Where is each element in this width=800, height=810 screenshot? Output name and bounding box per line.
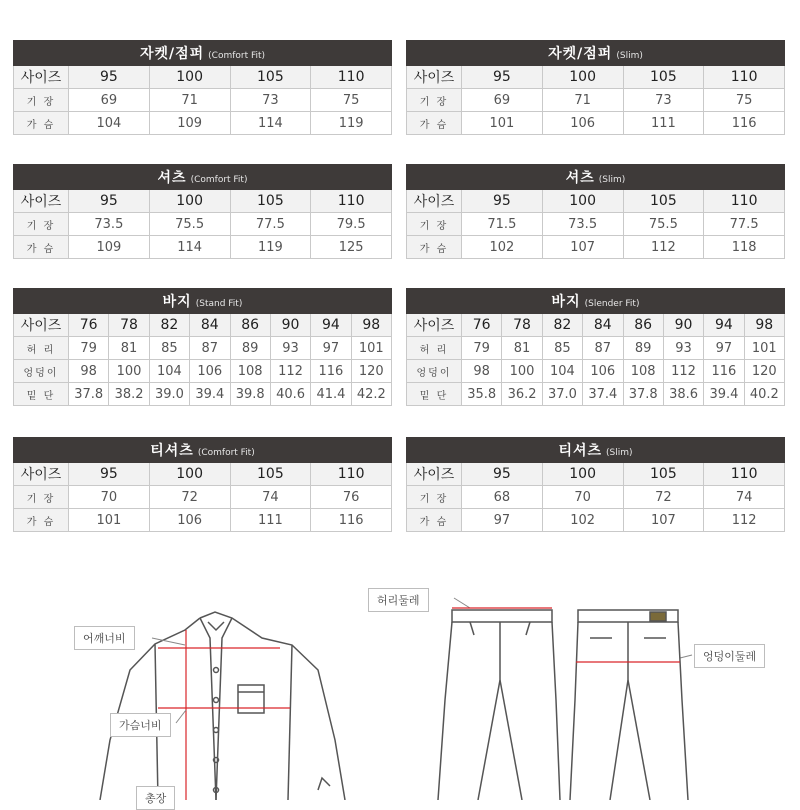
table-title-text: 자켓/점퍼 bbox=[548, 46, 613, 62]
table-row bbox=[14, 213, 392, 236]
table-cell: 100 bbox=[109, 360, 149, 383]
size-header-cell: 94 bbox=[704, 314, 744, 337]
table-cell: 101 bbox=[69, 509, 150, 532]
size-header-cell: 82 bbox=[149, 314, 189, 337]
table-title-text: 바지 bbox=[551, 294, 581, 310]
table-row bbox=[407, 360, 785, 383]
size-header-cell: 110 bbox=[704, 463, 785, 486]
shirt-measure-lines bbox=[158, 630, 290, 800]
size-header-cell: 98 bbox=[744, 314, 784, 337]
size-label: 사이즈 bbox=[14, 463, 69, 486]
table-cell: 116 bbox=[704, 360, 744, 383]
shirt-drawing bbox=[100, 612, 345, 800]
table-title-text: 티셔츠 bbox=[150, 443, 194, 459]
table-title-row bbox=[14, 289, 392, 314]
table-cell: 116 bbox=[311, 509, 392, 532]
table-cell: 108 bbox=[623, 360, 663, 383]
table-cell: 74 bbox=[704, 486, 785, 509]
table-cell: 108 bbox=[230, 360, 270, 383]
table-cell: 68 bbox=[462, 486, 543, 509]
table-cell: 93 bbox=[270, 337, 310, 360]
table-cell: 77.5 bbox=[230, 213, 311, 236]
table-cell: 104 bbox=[542, 360, 582, 383]
table-cell: 102 bbox=[542, 509, 623, 532]
size-header-cell: 84 bbox=[190, 314, 230, 337]
table-cell: 101 bbox=[744, 337, 784, 360]
label-leaders bbox=[152, 598, 692, 723]
table-cell: 118 bbox=[704, 236, 785, 259]
table-cell: 37.4 bbox=[583, 383, 623, 406]
table-cell: 39.0 bbox=[149, 383, 189, 406]
size-label: 사이즈 bbox=[14, 190, 69, 213]
size-table-jacket-slim bbox=[406, 40, 785, 135]
row-label: 허 리 bbox=[407, 337, 462, 360]
size-header-cell: 76 bbox=[462, 314, 502, 337]
size-header-row bbox=[14, 190, 392, 213]
size-header-row bbox=[14, 314, 392, 337]
table-title-row bbox=[14, 438, 392, 463]
size-header-row bbox=[14, 66, 392, 89]
table-cell: 114 bbox=[149, 236, 230, 259]
table-title bbox=[14, 289, 392, 314]
table-title-row bbox=[407, 289, 785, 314]
table-cell: 40.2 bbox=[744, 383, 784, 406]
table-cell: 40.6 bbox=[270, 383, 310, 406]
row-label: 밑 단 bbox=[407, 383, 462, 406]
label-hip-circumference: 엉덩이둘레 bbox=[694, 644, 765, 668]
table-row bbox=[407, 337, 785, 360]
size-table-tshirt-comfort bbox=[13, 437, 392, 532]
table-row bbox=[14, 337, 392, 360]
size-label: 사이즈 bbox=[14, 66, 69, 89]
table-row bbox=[407, 236, 785, 259]
table-cell: 85 bbox=[149, 337, 189, 360]
table-title bbox=[407, 289, 785, 314]
table-cell: 89 bbox=[230, 337, 270, 360]
row-label: 기 장 bbox=[407, 89, 462, 112]
size-table-pants-stand bbox=[13, 288, 392, 406]
size-header-cell: 95 bbox=[462, 190, 543, 213]
label-waist-circumference: 허리둘레 bbox=[368, 588, 429, 612]
size-table-jacket-comfort bbox=[13, 40, 392, 135]
table-cell: 98 bbox=[69, 360, 109, 383]
table-row bbox=[14, 360, 392, 383]
table-cell: 112 bbox=[704, 509, 785, 532]
table-title-text: 셔츠 bbox=[565, 170, 595, 186]
size-header-cell: 105 bbox=[623, 463, 704, 486]
label-chest-width: 가슴너비 bbox=[110, 713, 171, 737]
table-fit-text: (Slim) bbox=[616, 51, 643, 61]
table-row bbox=[407, 486, 785, 509]
size-header-cell: 86 bbox=[623, 314, 663, 337]
table-cell: 81 bbox=[109, 337, 149, 360]
size-header-cell: 82 bbox=[542, 314, 582, 337]
table-cell: 79 bbox=[462, 337, 502, 360]
table-title-text: 자켓/점퍼 bbox=[139, 46, 205, 62]
table-title bbox=[14, 41, 392, 66]
size-table-pants-slender bbox=[406, 288, 785, 406]
table-row bbox=[14, 236, 392, 259]
table-cell: 71 bbox=[542, 89, 623, 112]
table-cell: 112 bbox=[623, 236, 704, 259]
table-cell: 72 bbox=[149, 486, 230, 509]
row-label: 허 리 bbox=[14, 337, 69, 360]
size-table-shirt-comfort bbox=[13, 164, 392, 259]
table-cell: 76 bbox=[311, 486, 392, 509]
table-cell: 75.5 bbox=[149, 213, 230, 236]
table-cell: 104 bbox=[69, 112, 150, 135]
table-cell: 73.5 bbox=[69, 213, 150, 236]
size-header-cell: 110 bbox=[704, 190, 785, 213]
table-cell: 70 bbox=[542, 486, 623, 509]
table-cell: 125 bbox=[311, 236, 392, 259]
table-row bbox=[14, 112, 392, 135]
table-cell: 102 bbox=[462, 236, 543, 259]
table-cell: 75.5 bbox=[623, 213, 704, 236]
row-label: 가 슴 bbox=[14, 509, 69, 532]
size-label: 사이즈 bbox=[407, 66, 462, 89]
table-row bbox=[407, 112, 785, 135]
table-cell: 73 bbox=[623, 89, 704, 112]
table-cell: 116 bbox=[704, 112, 785, 135]
table-cell: 87 bbox=[583, 337, 623, 360]
table-cell: 120 bbox=[351, 360, 391, 383]
table-fit-text: (Slim) bbox=[598, 175, 626, 185]
table-title-row bbox=[14, 41, 392, 66]
table-cell: 104 bbox=[149, 360, 189, 383]
table-cell: 69 bbox=[69, 89, 150, 112]
table-cell: 37.8 bbox=[623, 383, 663, 406]
table-cell: 116 bbox=[311, 360, 351, 383]
table-cell: 39.4 bbox=[190, 383, 230, 406]
size-label: 사이즈 bbox=[14, 314, 69, 337]
table-title bbox=[14, 438, 392, 463]
table-cell: 111 bbox=[230, 509, 311, 532]
table-cell: 93 bbox=[663, 337, 703, 360]
size-header-row bbox=[407, 66, 785, 89]
table-cell: 73.5 bbox=[542, 213, 623, 236]
size-header-row bbox=[407, 314, 785, 337]
size-header-cell: 105 bbox=[230, 190, 311, 213]
table-title-row bbox=[407, 165, 785, 190]
size-table-tshirt-slim bbox=[406, 437, 785, 532]
table-cell: 38.6 bbox=[663, 383, 703, 406]
table-cell: 89 bbox=[623, 337, 663, 360]
row-label: 가 슴 bbox=[14, 236, 69, 259]
table-cell: 106 bbox=[542, 112, 623, 135]
table-cell: 41.4 bbox=[311, 383, 351, 406]
table-cell: 119 bbox=[230, 236, 311, 259]
table-title-text: 셔츠 bbox=[157, 170, 187, 186]
label-shoulder-width: 어깨너비 bbox=[74, 626, 135, 650]
row-label: 기 장 bbox=[14, 486, 69, 509]
size-header-cell: 105 bbox=[230, 66, 311, 89]
size-label: 사이즈 bbox=[407, 314, 462, 337]
table-cell: 71 bbox=[149, 89, 230, 112]
size-header-cell: 105 bbox=[230, 463, 311, 486]
table-title-row bbox=[407, 41, 785, 66]
size-header-cell: 78 bbox=[502, 314, 542, 337]
table-cell: 85 bbox=[542, 337, 582, 360]
table-fit-text: (Stand Fit) bbox=[195, 299, 243, 309]
size-header-cell: 86 bbox=[230, 314, 270, 337]
pants-front-drawing bbox=[438, 610, 560, 800]
row-label: 가 슴 bbox=[407, 112, 462, 135]
table-row bbox=[14, 383, 392, 406]
table-cell: 107 bbox=[623, 509, 704, 532]
table-cell: 106 bbox=[583, 360, 623, 383]
size-header-cell: 95 bbox=[462, 66, 543, 89]
size-header-cell: 90 bbox=[270, 314, 310, 337]
table-cell: 100 bbox=[502, 360, 542, 383]
table-fit-text: (Slim) bbox=[606, 448, 633, 458]
size-header-cell: 100 bbox=[542, 66, 623, 89]
row-label: 기 장 bbox=[407, 213, 462, 236]
table-cell: 79.5 bbox=[311, 213, 392, 236]
table-cell: 81 bbox=[502, 337, 542, 360]
table-cell: 79 bbox=[69, 337, 109, 360]
row-label: 기 장 bbox=[14, 89, 69, 112]
size-header-cell: 110 bbox=[704, 66, 785, 89]
row-label: 기 장 bbox=[14, 213, 69, 236]
table-cell: 75 bbox=[704, 89, 785, 112]
row-label: 가 슴 bbox=[14, 112, 69, 135]
table-row bbox=[14, 89, 392, 112]
size-label: 사이즈 bbox=[407, 190, 462, 213]
label-length: 총장 bbox=[136, 786, 175, 810]
table-title-text: 바지 bbox=[162, 294, 192, 310]
table-cell: 112 bbox=[270, 360, 310, 383]
table-row bbox=[407, 383, 785, 406]
size-label: 사이즈 bbox=[407, 463, 462, 486]
table-cell: 42.2 bbox=[351, 383, 391, 406]
table-cell: 39.4 bbox=[704, 383, 744, 406]
table-row bbox=[14, 486, 392, 509]
table-title-row bbox=[407, 438, 785, 463]
table-cell: 37.8 bbox=[69, 383, 109, 406]
size-header-cell: 100 bbox=[149, 190, 230, 213]
size-header-cell: 95 bbox=[69, 66, 150, 89]
table-cell: 97 bbox=[311, 337, 351, 360]
table-cell: 98 bbox=[462, 360, 502, 383]
table-fit-text: (Comfort Fit) bbox=[190, 175, 248, 185]
table-cell: 119 bbox=[311, 112, 392, 135]
size-header-cell: 84 bbox=[583, 314, 623, 337]
size-header-cell: 100 bbox=[542, 190, 623, 213]
table-title-text: 티셔츠 bbox=[558, 443, 603, 459]
size-header-cell: 98 bbox=[351, 314, 391, 337]
table-cell: 87 bbox=[190, 337, 230, 360]
table-cell: 69 bbox=[462, 89, 543, 112]
table-row bbox=[407, 89, 785, 112]
row-label: 기 장 bbox=[407, 486, 462, 509]
size-header-cell: 100 bbox=[149, 66, 230, 89]
size-header-cell: 95 bbox=[69, 463, 150, 486]
size-header-row bbox=[407, 190, 785, 213]
row-label: 가 슴 bbox=[407, 236, 462, 259]
table-fit-text: (Comfort Fit) bbox=[197, 448, 255, 458]
size-header-cell: 76 bbox=[69, 314, 109, 337]
table-cell: 101 bbox=[351, 337, 391, 360]
table-cell: 97 bbox=[462, 509, 543, 532]
table-row bbox=[407, 509, 785, 532]
row-label: 밑 단 bbox=[14, 383, 69, 406]
size-header-cell: 78 bbox=[109, 314, 149, 337]
table-row bbox=[14, 509, 392, 532]
size-header-cell: 105 bbox=[623, 190, 704, 213]
size-header-cell: 105 bbox=[623, 66, 704, 89]
pants-back-drawing bbox=[570, 610, 688, 800]
table-cell: 38.2 bbox=[109, 383, 149, 406]
size-header-cell: 110 bbox=[311, 463, 392, 486]
table-cell: 101 bbox=[462, 112, 543, 135]
row-label: 가 슴 bbox=[407, 509, 462, 532]
table-fit-text: (Comfort Fit) bbox=[208, 51, 266, 61]
size-header-cell: 110 bbox=[311, 66, 392, 89]
table-cell: 97 bbox=[704, 337, 744, 360]
table-cell: 109 bbox=[69, 236, 150, 259]
table-title bbox=[407, 438, 785, 463]
table-cell: 71.5 bbox=[462, 213, 543, 236]
size-header-cell: 95 bbox=[462, 463, 543, 486]
table-cell: 109 bbox=[149, 112, 230, 135]
table-cell: 114 bbox=[230, 112, 311, 135]
table-cell: 70 bbox=[69, 486, 150, 509]
row-label: 엉덩이 bbox=[407, 360, 462, 383]
size-header-cell: 95 bbox=[69, 190, 150, 213]
table-title bbox=[14, 165, 392, 190]
size-header-row bbox=[14, 463, 392, 486]
table-cell: 37.0 bbox=[542, 383, 582, 406]
table-cell: 106 bbox=[190, 360, 230, 383]
measurement-illustration bbox=[0, 560, 800, 805]
table-cell: 111 bbox=[623, 112, 704, 135]
table-cell: 120 bbox=[744, 360, 784, 383]
table-cell: 75 bbox=[311, 89, 392, 112]
table-title bbox=[407, 165, 785, 190]
table-cell: 39.8 bbox=[230, 383, 270, 406]
table-cell: 106 bbox=[149, 509, 230, 532]
table-cell: 36.2 bbox=[502, 383, 542, 406]
size-header-cell: 100 bbox=[149, 463, 230, 486]
table-cell: 35.8 bbox=[462, 383, 502, 406]
table-cell: 112 bbox=[663, 360, 703, 383]
table-cell: 73 bbox=[230, 89, 311, 112]
table-cell: 107 bbox=[542, 236, 623, 259]
table-fit-text: (Slender Fit) bbox=[584, 299, 640, 309]
size-header-cell: 100 bbox=[542, 463, 623, 486]
size-header-cell: 110 bbox=[311, 190, 392, 213]
size-header-cell: 90 bbox=[663, 314, 703, 337]
table-cell: 74 bbox=[230, 486, 311, 509]
size-header-cell: 94 bbox=[311, 314, 351, 337]
size-header-row bbox=[407, 463, 785, 486]
table-title-row bbox=[14, 165, 392, 190]
table-cell: 72 bbox=[623, 486, 704, 509]
table-title bbox=[407, 41, 785, 66]
table-row bbox=[407, 213, 785, 236]
row-label: 엉덩이 bbox=[14, 360, 69, 383]
size-table-shirt-slim bbox=[406, 164, 785, 259]
table-cell: 77.5 bbox=[704, 213, 785, 236]
